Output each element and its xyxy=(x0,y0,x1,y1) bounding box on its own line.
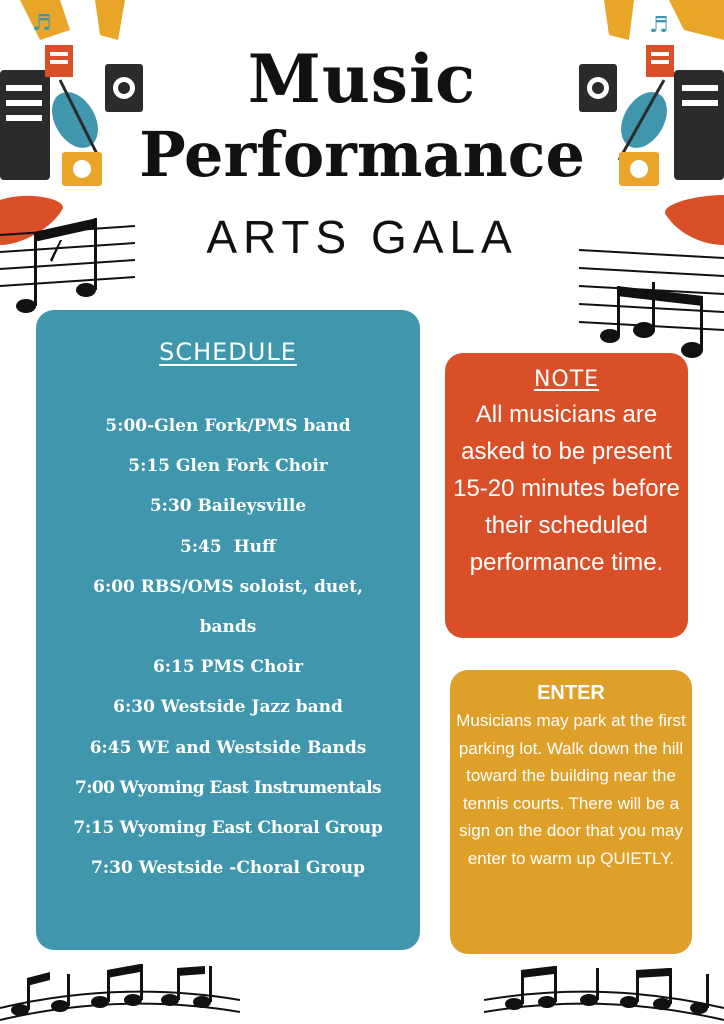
trumpet-icon xyxy=(604,0,634,40)
schedule-item: 5:30 Baileysville xyxy=(149,496,307,517)
title-music: Music xyxy=(247,40,477,118)
enter-heading: ENTER xyxy=(537,682,605,704)
music-decoration-bottom-left xyxy=(0,960,240,1024)
schedule-list xyxy=(42,406,414,888)
eighth-notes-icon xyxy=(600,282,703,358)
note-panel xyxy=(445,353,688,638)
music-decoration-bottom-right xyxy=(484,960,724,1024)
schedule-item: 5:15 Glen Fork Choir xyxy=(128,456,328,477)
schedule-item: 6:15 PMS Choir xyxy=(152,657,304,678)
title-performance: Performance xyxy=(139,118,585,191)
schedule-panel xyxy=(36,310,420,950)
schedule-item: 6:45 WE and Westside Bands xyxy=(89,737,367,758)
subtitle-arts-gala: ARTS GALA xyxy=(206,211,518,263)
note-body: All musicians are asked to be present 15-20 minutes before their scheduled performance time. xyxy=(453,401,680,576)
music-symbol-icon: ♬ xyxy=(32,11,52,36)
schedule-item: 6:30 Westside Jazz band xyxy=(113,697,343,718)
schedule-heading: SCHEDULE xyxy=(159,338,297,366)
schedule-item: 7:30 Westside -Choral Group xyxy=(91,858,365,879)
enter-body: Musicians may park at the first parking lot. Walk down the hill toward the building near the tennis courts. There will be a sign on the door that you may enter to warm up QUIETLY. xyxy=(456,711,686,868)
schedule-item: 6:00 RBS/OMS soloist, duet, xyxy=(93,576,363,597)
schedule-item: 7:15 Wyoming East Choral Group xyxy=(73,817,383,838)
eighth-notes-icon xyxy=(505,966,709,1014)
schedule-item: 5:00-Glen Fork/PMS band xyxy=(105,416,351,436)
note-heading: NOTE xyxy=(533,367,600,392)
schedule-item: bands xyxy=(199,616,257,637)
schedule-item: 5:45 Huff xyxy=(180,536,276,557)
eighth-notes-icon xyxy=(11,964,212,1016)
music-symbol-icon: ♬ xyxy=(649,13,669,38)
enter-panel xyxy=(450,670,692,954)
schedule-item: 7:00 Wyoming East Instrumentals xyxy=(74,777,382,798)
